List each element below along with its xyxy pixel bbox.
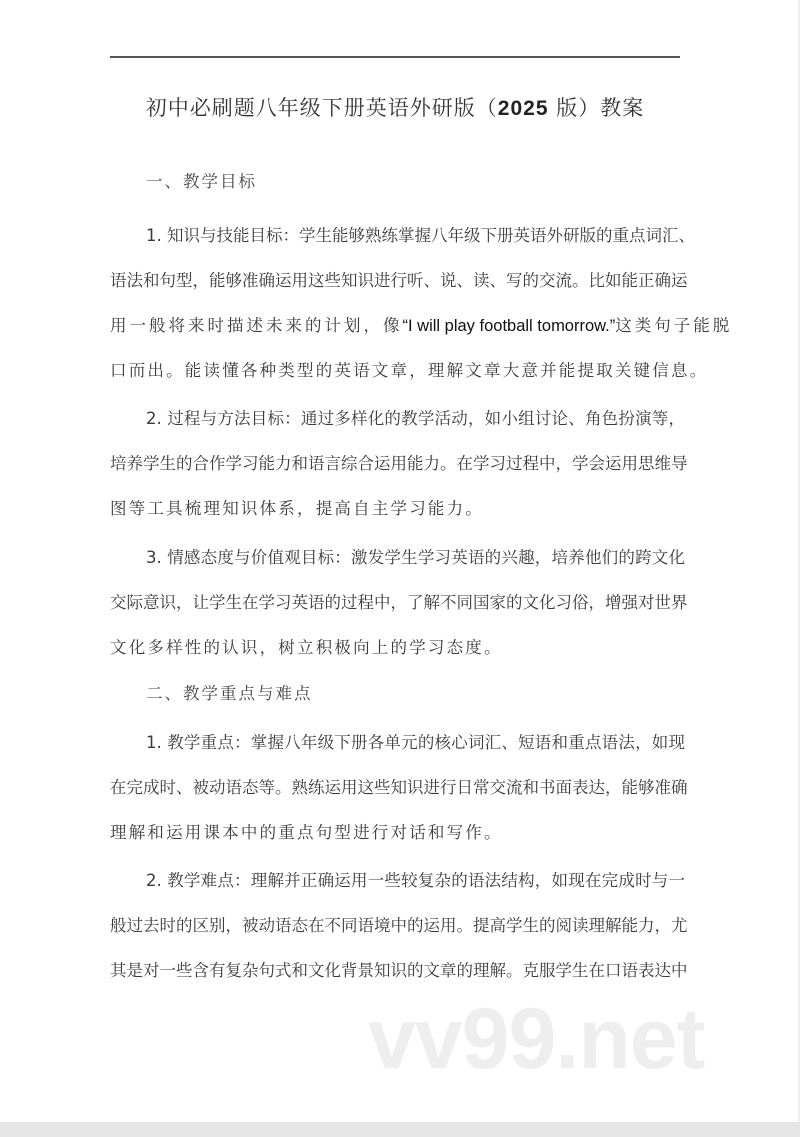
watermark: vv99.net <box>368 991 705 1087</box>
paragraph-line: 1. 教学重点：掌握八年级下册各单元的核心词汇、短语和重点语法，如现 <box>146 733 685 752</box>
header-rule <box>110 56 680 58</box>
paragraph-line: 3. 情感态度与价值观目标：激发学生学习英语的兴趣，培养他们的跨文化 <box>146 548 685 567</box>
paragraph-line <box>110 314 733 338</box>
page-bottom-gap <box>0 1122 800 1137</box>
paragraph-line: 1. 知识与技能目标：学生能够熟练掌握八年级下册英语外研版的重点词汇、 <box>146 226 695 245</box>
paragraph-line: 口而出。能读懂各种类型的英语文章，理解文章大意并能提取关键信息。 <box>110 361 709 380</box>
text: 用一般将来时描述未来的计划，像 <box>110 316 403 335</box>
section-heading: 一、教学目标 <box>146 172 257 191</box>
document-title <box>110 92 680 122</box>
paragraph-line: 培养学生的合作学习能力和语言综合运用能力。在学习过程中，学会运用思维导 <box>110 454 688 473</box>
title-text-end: 版）教案 <box>548 96 645 120</box>
paragraph-line: 语法和句型，能够准确运用这些知识进行听、说、读、写的交流。比如能正确运 <box>110 271 688 290</box>
title-year: 2025 <box>497 97 549 120</box>
text: 这类句子能脱 <box>615 316 733 335</box>
english-example: “I will play football tomorrow.” <box>402 317 616 335</box>
paragraph-line: 理解和运用课本中的重点句型进行对话和写作。 <box>110 823 503 842</box>
title-text: 初中必刷题八年级下册英语外研版（ <box>145 96 498 120</box>
paragraph-line: 图等工具梳理知识体系，提高自主学习能力。 <box>110 499 484 518</box>
paragraph-line: 2. 过程与方法目标：通过多样化的教学活动，如小组讨论、角色扮演等， <box>146 409 685 428</box>
section-heading: 二、教学重点与难点 <box>146 684 313 703</box>
paragraph-line: 交际意识，让学生在学习英语的过程中，了解不同国家的文化习俗，增强对世界 <box>110 593 688 612</box>
paragraph-line: 其是对一些含有复杂句式和文化背景知识的文章的理解。克服学生在口语表达中 <box>110 961 688 980</box>
paragraph-line: 在完成时、被动语态等。熟练运用这些知识进行日常交流和书面表达，能够准确 <box>110 778 688 797</box>
paragraph-line: 文化多样性的认识，树立积极向上的学习态度。 <box>110 638 503 657</box>
paragraph-line: 2. 教学难点：理解并正确运用一些较复杂的语法结构，如现在完成时与一 <box>146 871 685 890</box>
paragraph-line: 般过去时的区别，被动语态在不同语境中的运用。提高学生的阅读理解能力，尤 <box>110 916 688 935</box>
